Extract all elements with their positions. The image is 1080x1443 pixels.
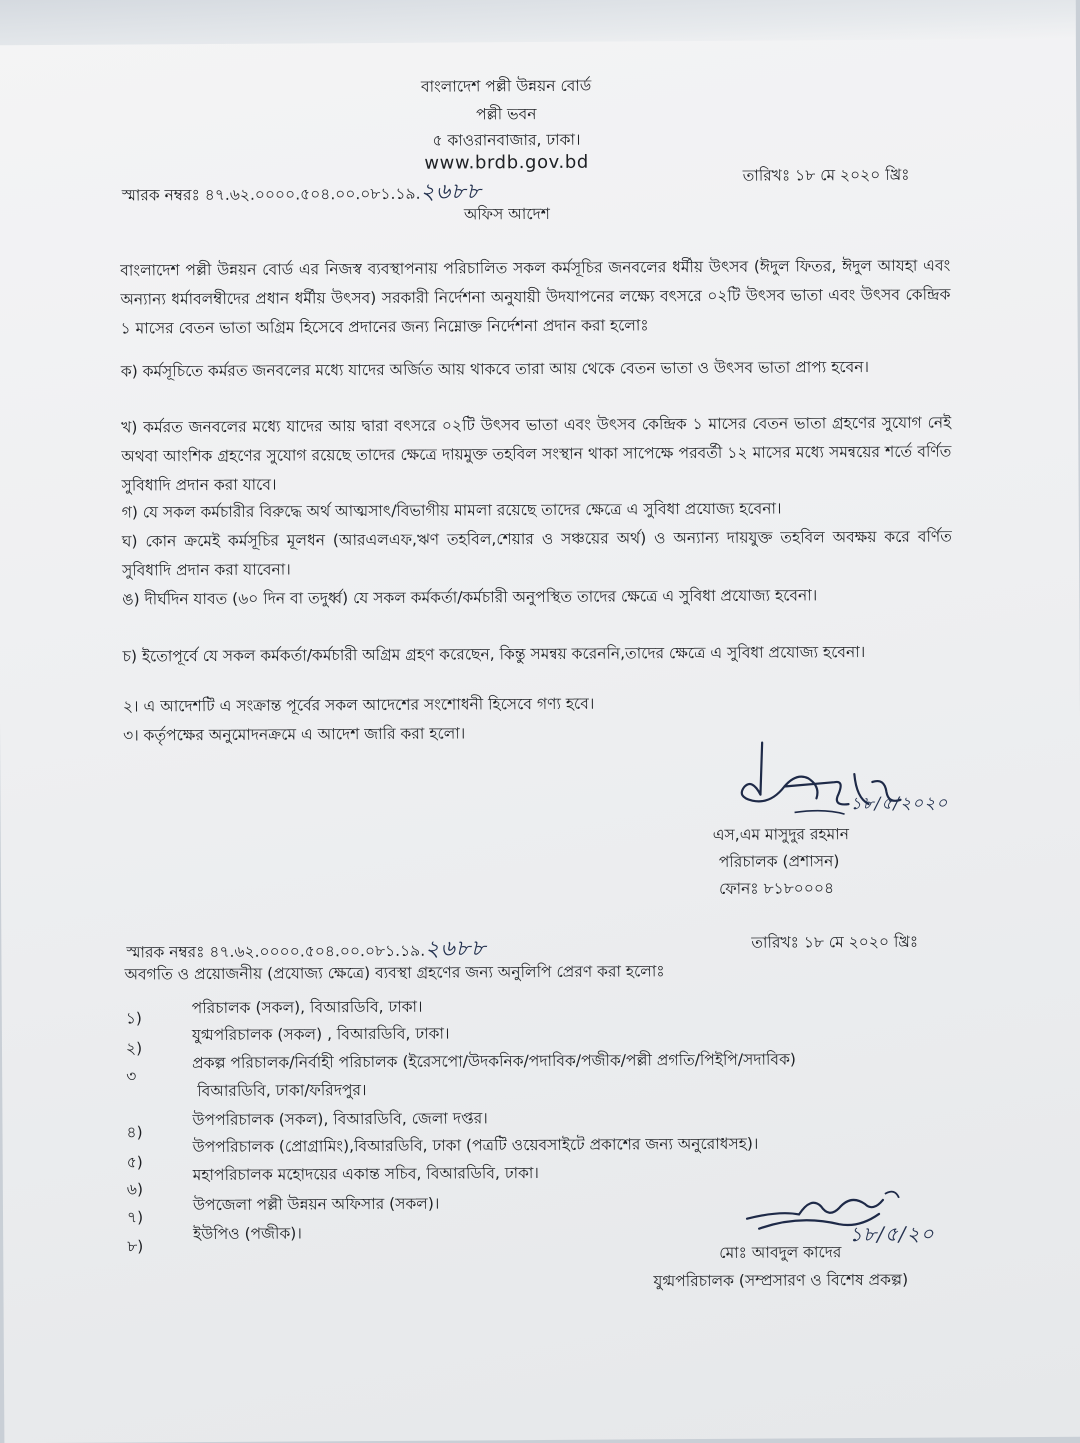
clause-gha: ঘ) কোন ক্রমেই কর্মসূচির মূলধন (আরএলএফ,ঋণ তহবিল,শেয়ার ও সঞ্চয়ের অর্থ) ও অন্যান্য দায়যুক্ত তহবিল অবক্ষয় করে বর্ণিত সুবিধাদি প্রদান করা যাবেনা। xyxy=(121,527,952,580)
memo-date: তারিখঃ ১৮ মে ২০২০ খ্রিঃ xyxy=(742,165,910,185)
org-website: www.brdb.gov.bd xyxy=(424,151,589,174)
cc-number: ৮) xyxy=(127,1237,144,1256)
building-name: পল্লী ভবন xyxy=(476,105,537,124)
org-name: বাংলাদেশ পল্লী উন্নয়ন বোর্ড xyxy=(420,76,592,96)
clause-two: ২। এ আদেশটি এ সংক্রান্ত পূর্বের সকল আদেশের সংশোধনী হিসেবে গণ্য হবে। xyxy=(122,694,595,716)
cc-number: ২) xyxy=(125,1039,143,1058)
clause-ka: ক) কর্মসূচিতে কর্মরত জনবলের মধ্যে যাদের অর্জিত আয় থাকবে তারা আয় থেকে বেতন ভাতা ও উৎসব ভাতা প্রাপ্য হবেন। xyxy=(120,357,870,381)
cc-number: ৫) xyxy=(126,1153,143,1172)
clause-three: ৩। কর্তৃপক্ষের অনুমোদনক্রমে এ আদেশ জারি করা হলো। xyxy=(123,724,466,745)
signatory-phone: ফোনঃ ৮১৮০০০৪ xyxy=(718,879,835,898)
memo2-ref-number xyxy=(126,936,487,962)
signature-joint-director-date: ১৮/৫/২০ xyxy=(849,1221,935,1247)
memo-ref-handwritten: ২৬৮৮ xyxy=(420,179,482,205)
cc-item: উপপরিচালক (সকল), বিআরডিবি, জেলা দপ্তর। xyxy=(192,1109,488,1130)
clause-kha: খ) কর্মরত জনবলের মধ্যে যাদের আয় দ্বারা বৎসরে ০২টি উৎসব ভাতা এবং উৎসব কেন্দ্রিক ১ মাসের বেতন ভাতা গ্রহণের সুযোগ নেই অথবা আংশিক গ্রহণের সুযোগ রয়েছে তাদের ক্ষেত্রে দায়মুক্ত তহবিল সংস্থান থাকা সাপেক্ষে পরবর্তী ১২ মাসের মধ্যে সমন্বয়ের শর্তে বর্ণিত সুবিধাদি প্রদান করা যাবে। xyxy=(121,413,952,495)
cc-item: উপপরিচালক (প্রোগ্রামিং),বিআরডিবি, ঢাকা (পত্রটি ওয়েবসাইটে প্রকাশের জন্য অনুরোধসহ)। xyxy=(192,1134,759,1157)
page-top-shadow xyxy=(0,0,1076,45)
document-title: অফিস আদেশ xyxy=(463,204,550,224)
clause-umo: ঙ) দীর্ঘদিন যাবত (৬০ দিন বা তদুর্ধ্ব) যে সকল কর্মকর্তা/কর্মচারী অনুপস্থিত তাদের ক্ষেত্রে এ সুবিধা প্রযোজ্য হবেনা। xyxy=(122,586,818,609)
cc-item: পরিচালক (সকল), বিআরডিবি, ঢাকা। xyxy=(191,997,423,1018)
signatory-designation: পরিচালক (প্রশাসন) xyxy=(718,852,840,871)
cc-item: ইউপিও (পজীক)। xyxy=(193,1224,302,1244)
cc-item: প্রকল্প পরিচালক/নির্বাহী পরিচালক (ইরেসপো/উদকনিক/পদাবিক/পজীক/পল্লী প্রগতি/পিইপি/সদাবিক) xyxy=(192,1050,796,1073)
clause-cha: চ) ইতোপূর্বে যে সকল কর্মকর্তা/কর্মচারী অগ্রিম গ্রহণ করেছেন, কিন্তু সমন্বয় করেননি,তাদের ক্ষেত্রে এ সুবিধা প্রযোজ্য হবেনা। xyxy=(122,643,866,666)
cc-number: ১) xyxy=(125,1009,142,1028)
signatory2-designation: যুগ্মপরিচালক (সম্প্রসারণ ও বিশেষ প্রকল্প) xyxy=(653,1270,909,1291)
cc-number: ৩ xyxy=(126,1067,137,1086)
cc-number: ৬) xyxy=(126,1180,144,1199)
cc-item: মহাপরিচালক মহোদয়ের একান্ত সচিব, বিআরডিবি, ঢাকা। xyxy=(192,1164,539,1185)
cc-intro: অবগতি ও প্রয়োজনীয় (প্রযোজ্য ক্ষেত্রে) ব্যবস্থা গ্রহণের জন্য অনুলিপি প্রেরণ করা হলোঃ xyxy=(124,962,665,984)
signatory2-name: মোঃ আবদুল কাদের xyxy=(719,1243,842,1262)
cc-number: ৪) xyxy=(126,1123,143,1142)
signatory-name: এস,এম মাসুদুর রহমান xyxy=(712,825,850,844)
clause-ga: গ) যে সকল কর্মচারীর বিরুদ্ধে অর্থ আত্মসাৎ/বিভাগীয় মামলা রয়েছে তাদের ক্ষেত্রে এ সুবিধা প্রযোজ্য হবেনা। xyxy=(121,499,782,522)
cc-number: ৭) xyxy=(126,1208,144,1227)
memo2-ref-label: স্মারক নম্বরঃ ৪৭.৬২.০০০০.৫০৪.০০.০৮১.১৯. xyxy=(126,941,426,962)
cc-item: যুগ্মপরিচালক (সকল) , বিআরডিবি, ঢাকা। xyxy=(191,1024,450,1045)
memo2-ref-handwritten: ২৬৮৮ xyxy=(425,936,487,962)
memo-ref-label: স্মারক নম্বরঃ ৪৭.৬২.০০০০.৫০৪.০০.০৮১.১৯. xyxy=(121,184,421,205)
memo-ref-number xyxy=(121,179,482,205)
intro-paragraph: বাংলাদেশ পল্লী উন্নয়ন বোর্ড এর নিজস্ব ব্যবস্থাপনায় পরিচালিত সকল কর্মসূচির জনবলের ধর্মীয় উৎসব (ঈদুল ফিতর, ঈদুল আযহা এবং অন্যান্য ধর্মাবলম্বীদের প্রধান ধর্মীয় উৎসব) সরকারী নির্দেশনা অনুযায়ী উদযাপনের লক্ষ্যে বৎসরে ০২টি উৎসব ভাতা এবং উৎসব কেন্দ্রিক ১ মাসের বেতন ভাতা অগ্রিম হিসেবে প্রদানের জন্য নিম্নোক্ত নির্দেশনা প্রদান করা হলোঃ xyxy=(120,256,951,338)
signature-director-date: ১৮/৫/২০২০ xyxy=(850,793,949,815)
org-address: ৫ কাওরানবাজার, ঢাকা। xyxy=(432,130,581,150)
memo2-date: তারিখঃ ১৮ মে ২০২০ খ্রিঃ xyxy=(751,932,919,952)
cc-item-continued: বিআরডিবি, ঢাকা/ফরিদপুর। xyxy=(197,1081,367,1101)
cc-item: উপজেলা পল্লী উন্নয়ন অফিসার (সকল)। xyxy=(192,1194,440,1215)
